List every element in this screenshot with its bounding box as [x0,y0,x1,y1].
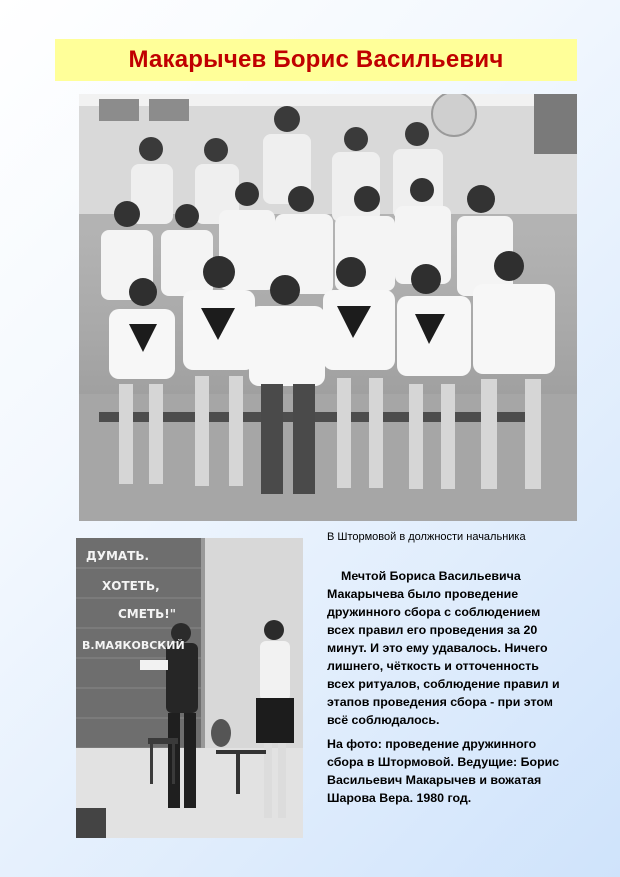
wall-slogan-author: В.МАЯКОВСКИЙ [82,639,185,652]
top-photo-caption: В Штормовой в должности начальника [327,531,526,543]
page-title: Макарычев Борис Васильевич [128,46,504,73]
group-photo-illustration [79,94,577,521]
title-banner [55,39,577,81]
group-photo [79,94,577,521]
article-text [327,567,563,807]
photo-description: На фото: проведение дружинного сбора в Штормовой. Ведущие: Борис Васильевич Макарычев и вожатая Шарова Вера. 1980 год. [327,737,560,805]
wall-slogan-line-2: ХОТЕТЬ, [102,579,160,593]
article-paragraph: Мечтой Бориса Васильевича Макарычева было проведение дружинного сбора с соблюдением всех правил его проведения за 20 минут. И это ему удавалось. Ничего лишнего, чёткость и отточенность всех ритуалов, соблюдение правил и этапов проведения сбора - при этом всё соблюдалось. [327,569,560,727]
assembly-photo [76,538,303,838]
wall-slogan-line-3: СМЕТЬ!" [118,607,177,621]
wall-slogan-line-1: ДУМАТЬ. [86,549,150,563]
